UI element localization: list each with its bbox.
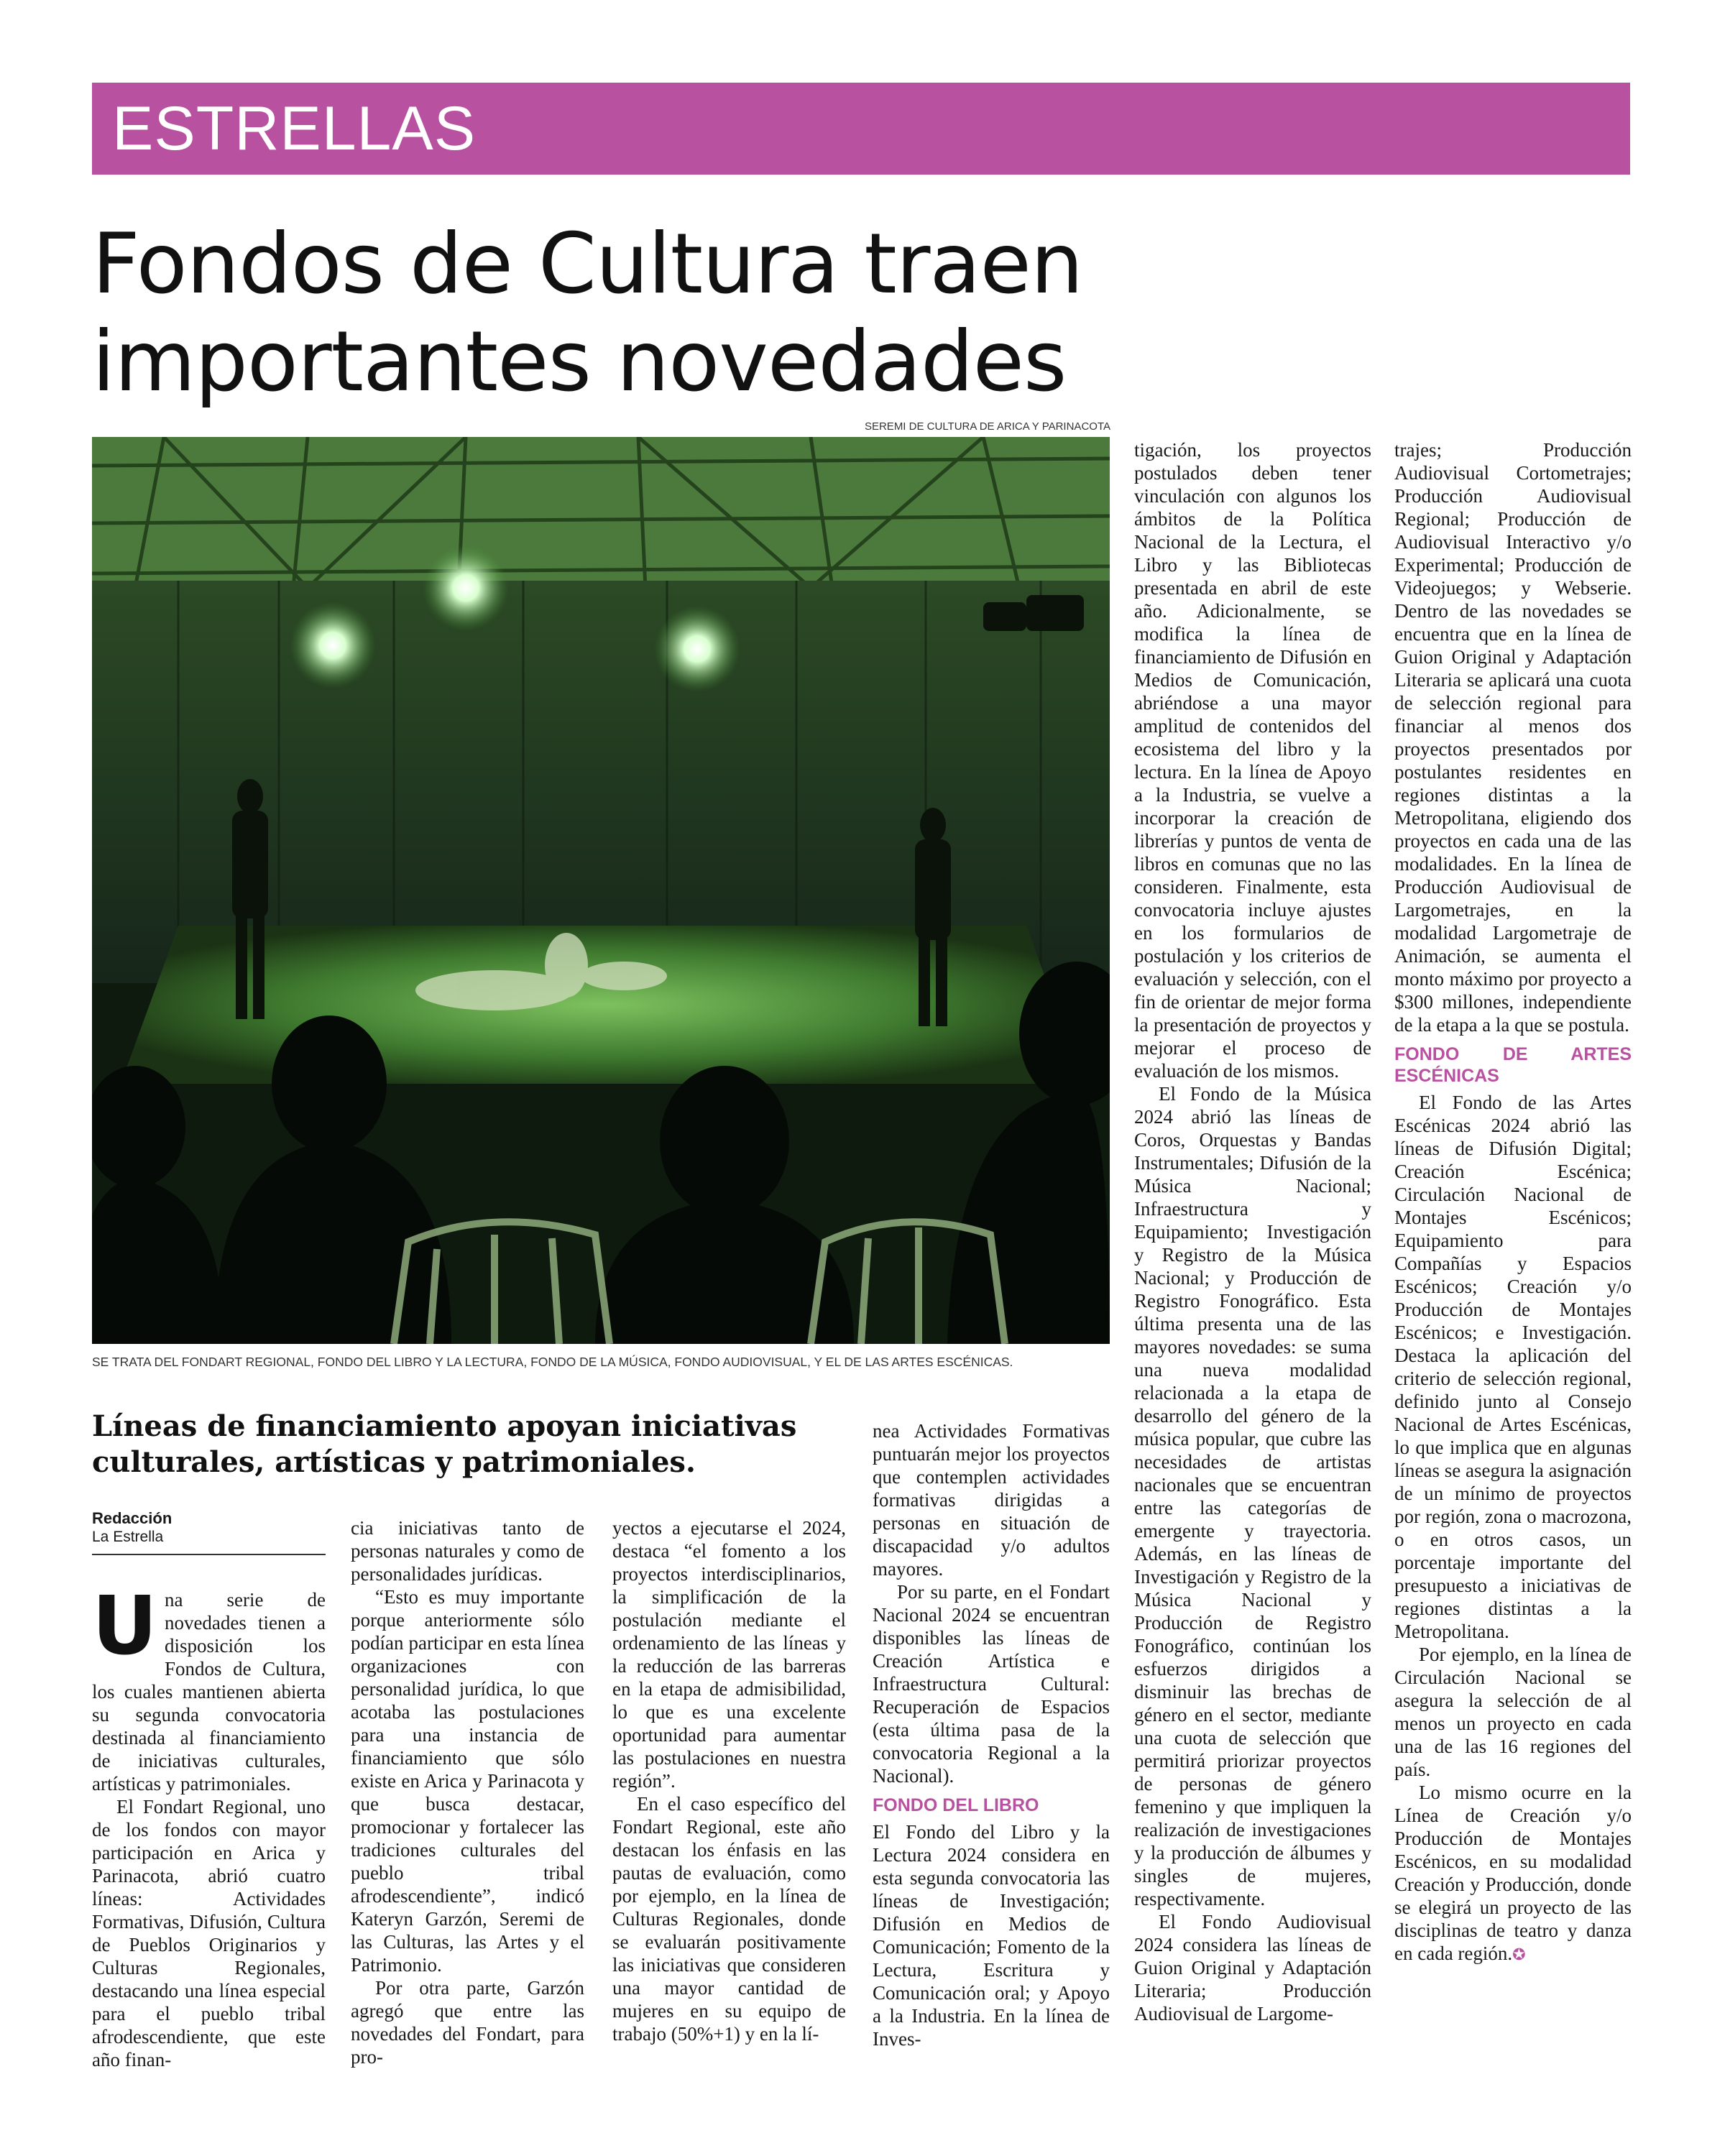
photo-caption: SE TRATA DEL FONDART REGIONAL, FONDO DEL LIBRO Y LA LECTURA, FONDO DE LA MÚSICA, FONDO AUDIOVISUAL, Y EL DE LAS ARTES ESCÉNICAS.	[92, 1355, 1013, 1369]
article-photo	[92, 437, 1110, 1344]
byline-publication: La Estrella	[92, 1529, 164, 1545]
paragraph-text: Lo mismo ocurre en la Línea de Creación y/o Producción de Montajes Escénicos, en su modalidad Creación y Producción, donde se elegirá un proyecto de las disciplinas de teatro y danza en cada región.	[1394, 1782, 1632, 1964]
paragraph: El Fondo de las Artes Escénicas 2024 abrió las líneas de Difusión Digital; Creación Escénica; Circulación Nacional de Montajes Escénicos; Equipamiento para Compañías y Espacios Escénicos; Creación y/o Producción de Montajes Escénicos; e Investigación. Destaca la aplicación del criterio de selección regional, definido junto al Consejo Nacional de Artes Escénicas, lo que implica que en algunas líneas se asegura la asignación de un mínimo de proyectos por región, zona o macrozona, o en otros casos, un porcentaje importante del presupuesto a iniciativas de regiones distintas a la Metropolitana.	[1394, 1092, 1632, 1642]
paragraph	[1394, 1781, 1632, 1966]
byline-author: Redacción	[92, 1509, 172, 1527]
paragraph: “Esto es muy importante porque anteriormente sólo podían participar en esta línea organizaciones con personalidad jurídica, lo que acotaba las postulaciones para una instancia de financiamiento que sólo existe en Arica y Parinacota y que busca destacar, promocionar y fortalecer las tradiciones culturales del pueblo tribal afrodescendiente”, indicó Kateryn Garzón, Seremi de las Culturas, las Artes y el Patrimonio.	[351, 1586, 584, 1976]
paragraph: En el caso específico del Fondart Regional, este año destacan los énfasis en las pautas de evaluación, como por ejemplo, en la línea de Culturas Regionales, donde se evaluarán positivamente las iniciativas que consideren una mayor cantidad de mujeres en su equipo de trabajo (50%+1) y en la lí-	[612, 1793, 846, 2045]
theater-stage-image	[92, 437, 1110, 1344]
subhead-fondo-artes-escenicas: FONDO DE ARTES ESCÉNICAS	[1394, 1044, 1632, 1086]
paragraph	[92, 1580, 326, 1795]
paragraph-text: na serie de novedades tienen a disposición los Fondos de Cultura, los cuales mantienen abierta su segunda convocatoria destinada al financiamiento de iniciativas culturales, artísticas y patrimoniales.	[92, 1589, 326, 1795]
photo-credit: SEREMI DE CULTURA DE ARICA Y PARINACOTA	[864, 420, 1110, 433]
article-column-2	[351, 1516, 584, 2068]
section-label: ESTRELLAS	[112, 94, 477, 163]
article-column-1	[92, 1580, 326, 2071]
drop-cap: U	[92, 1580, 157, 1673]
paragraph: tigación, los proyectos postulados deben tener vinculación con algunos los ámbitos de la Política Nacional de la Lectura, el Libro y las Bibliotecas presentada en abril de este año. Adicionalmente, se modifica la línea de financiamiento de Difusión en Medios de Comunicación, abriéndose a una mayor amplitud de contenidos del ecosistema del libro y la lectura. En la línea de Apoyo a la Industria, se vuelve a incorporar la creación de librerías y puntos de venta de libros en comunas que no las consideren. Finalmente, esta convocatoria incluye ajustes en los formularios de postulación y los criterios de evaluación y selección, con el fin de orientar de mejor forma la presentación de proyectos y mejorar el proceso de evaluación de los mismos.	[1134, 439, 1371, 1082]
end-mark-icon: ✪	[1512, 1945, 1526, 1963]
section-banner	[92, 83, 1630, 175]
paragraph: El Fondo del Libro y la Lectura 2024 considera en esta segunda convocatoria las líneas de Investigación; Difusión en Medios de Comunicación; Fomento de la Lectura, Escritura y Comunicación oral; y Apoyo a la Industria. En la línea de Inves-	[873, 1821, 1110, 2050]
paragraph: Por ejemplo, en la línea de Circulación Nacional se asegura la selección de al menos un proyecto en cada una de las 16 regiones del país.	[1394, 1644, 1632, 1780]
paragraph: El Fondo de la Música 2024 abrió las líneas de Coros, Orquestas y Bandas Instrumentales; Difusión de la Música Nacional; Infraestructura y Equipamiento; Investigación y Registro de la Música Nacional; y Producción de Registro Fonográfico. Esta última presenta una de las mayores novedades: se suma una nueva modalidad relacionada a la etapa de desarrollo del género de la música popular, que cubre las necesidades de artistas nacionales que se encuentran entre las categorías de emergente y trayectoria. Además, en las líneas de Investigación y Registro de la Música Nacional y Producción de Registro Fonográfico, continúan los esfuerzos dirigidos a disminuir las brechas de género en el sector, mediante una cuota de selección que permitirá priorizar proyectos de personas de género femenino y que impliquen la realización de investigaciones y la producción de álbumes y singles de mujeres, respectivamente.	[1134, 1083, 1371, 1909]
headline: Fondos de Cultura traen importantes novedades	[92, 216, 1083, 410]
article-column-3	[612, 1516, 846, 2045]
article-column-5	[1134, 438, 1371, 2025]
subhead-fondo-del-libro: FONDO DEL LIBRO	[873, 1795, 1039, 1815]
article-column-4	[873, 1419, 1110, 2050]
paragraph: Por otra parte, Garzón agregó que entre las novedades del Fondart, para pro-	[351, 1977, 584, 2068]
paragraph: cia iniciativas tanto de personas naturales y como de personalidades jurídicas.	[351, 1517, 584, 1585]
paragraph: El Fondo Audiovisual 2024 considera las líneas de Guion Original y Adaptación Literaria; Producción Audiovisual de Largome-	[1134, 1911, 1371, 2024]
deck: Líneas de financiamiento apoyan iniciativas culturales, artísticas y patrimoniales.	[92, 1409, 797, 1479]
article-column-6	[1394, 438, 1632, 1966]
paragraph: yectos a ejecutarse el 2024, destaca “el fomento a los proyectos interdisciplinarios, la simplificación de la postulación mediante el ordenamiento de las líneas y la reducción de las barreras en la etapa de admisibilidad, lo que es una excelente oportunidad para aumentar las postulaciones en nuestra región”.	[612, 1517, 846, 1792]
paragraph: El Fondart Regional, uno de los fondos con mayor participación en Arica y Parinacota, abrió cuatro líneas: Actividades Formativas, Difusión, Cultura de Pueblos Originarios y Culturas Regionales, destacando una línea especial para el pueblo tribal afrodescendiente, que este año finan-	[92, 1796, 326, 2070]
paragraph: nea Actividades Formativas puntuarán mejor los proyectos que contemplen actividades formativas dirigidas a personas en situación de discapacidad y/o adultos mayores.	[873, 1420, 1110, 1580]
paragraph: trajes; Producción Audiovisual Cortometrajes; Producción Audiovisual Regional; Producción de Audiovisual Interactivo y/o Experimental; Producción de Videojuegos; y Webserie. Dentro de las novedades se encuentra que en la línea de Guion Original y Adaptación Literaria se aplicará una cuota de selección regional para financiar al menos dos proyectos presentados por postulantes residentes en regiones distintas a la Metropolitana, eligiendo dos proyectos en cada una de las modalidades. En la línea de Producción Audiovisual de Largometrajes, en la modalidad Largometraje de Animación, se aumenta el monto máximo por proyecto a $300 millones, independiente de la etapa a la que se postula.	[1394, 439, 1632, 1036]
byline	[92, 1509, 326, 1555]
paragraph: Por su parte, en el Fondart Nacional 2024 se encuentran disponibles las líneas de Creación Artística e Infraestructura Cultural: Recuperación de Espacios (esta última pasa de la convocatoria Regional a la Nacional).	[873, 1581, 1110, 1787]
